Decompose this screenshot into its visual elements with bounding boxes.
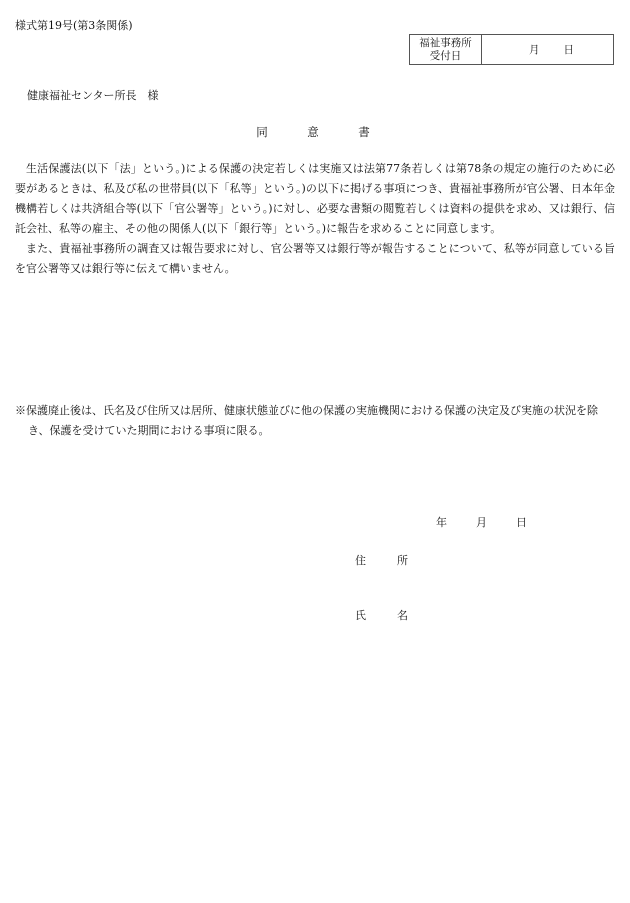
- consent-paragraph-1: 生活保護法(以下「法」という。)による保護の決定若しくは実施又は法第77条若しくは第78条の規定の施行のために必要があるときは、私及び私の世帯員(以下「私等」という。)の以下に掲げる事項につき、貴福祉事務所が官公署、日本年金機構若しくは共済組合等(以下「官公署等」という。)に対し、必要な書類の閲覧若しくは資料の提供を求め、又は銀行、信託会社、私等の雇主、その他の関係人(以下「銀行等」という。)に報告を求めることに同意します。: [15, 162, 615, 235]
- receipt-label: [410, 35, 482, 64]
- name-field-label: 氏 名: [355, 609, 418, 622]
- footnote: ※保護廃止後は、氏名及び住所又は居所、健康状態並びに他の保護の実施機関における保護の決定及び実施の状況を除き、保護を受けていた期間における事項に限る。: [15, 404, 598, 437]
- signature-month: 月: [476, 516, 487, 529]
- receipt-label-office: 福祉事務所: [419, 36, 472, 49]
- receipt-date-field[interactable]: [482, 35, 613, 64]
- receipt-day: 日: [563, 44, 574, 56]
- receipt-month: 月: [529, 44, 540, 56]
- signature-day: 日: [516, 516, 527, 529]
- signature-year: 年: [436, 516, 447, 529]
- receipt-date-box: [409, 34, 614, 65]
- addressee: 健康福祉センター所長 様: [27, 89, 159, 102]
- receipt-label-date: 受付日: [429, 49, 462, 62]
- document-title: 同 意 書: [256, 125, 384, 139]
- signature-date[interactable]: [436, 514, 527, 530]
- form-number: 様式第19号(第3条関係): [15, 19, 133, 32]
- address-field-label: 住 所: [355, 554, 418, 567]
- consent-body: [15, 159, 615, 279]
- consent-paragraph-2: また、貴福祉事務所の調査又は報告要求に対し、官公署等又は銀行等が報告することについて、私等が同意している旨を官公署等又は銀行等に伝えて構いません。: [15, 242, 615, 275]
